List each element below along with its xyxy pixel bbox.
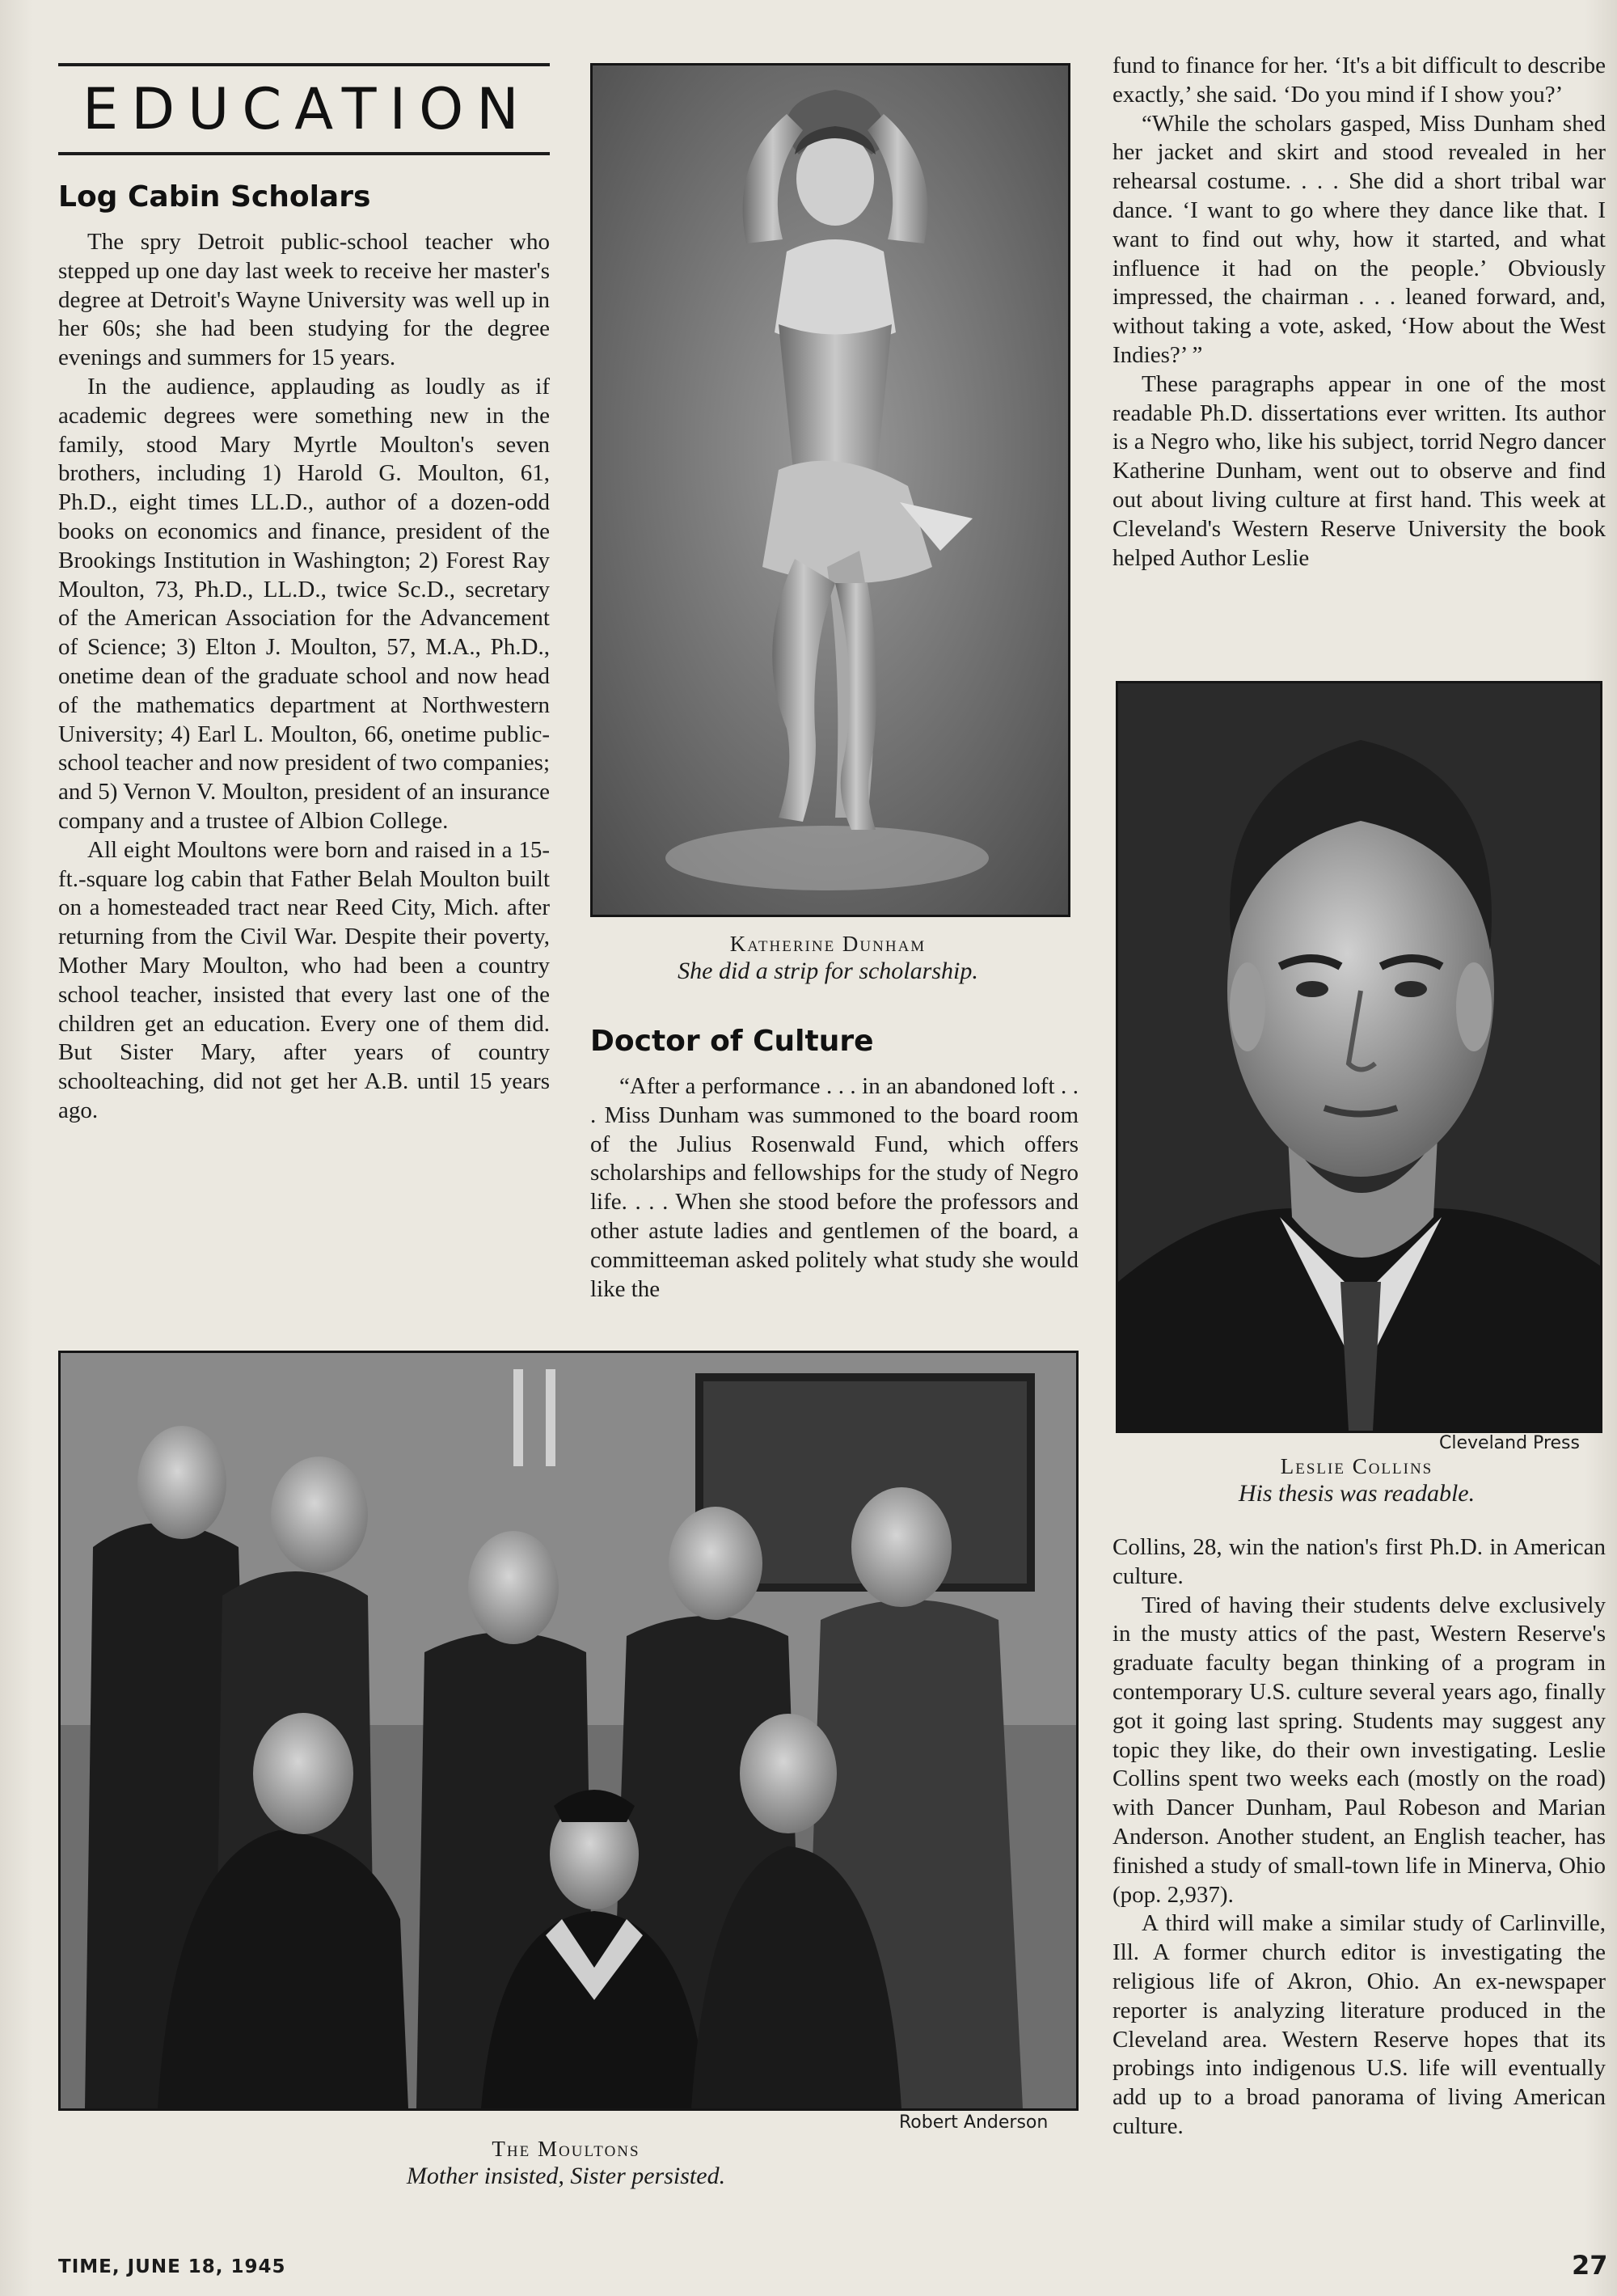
caption-moultons <box>58 2135 1074 2190</box>
photo-credit-robert-anderson: Robert Anderson <box>899 2112 1049 2133</box>
paragraph: Collins, 28, win the nation's first Ph.D. in American culture. <box>1112 1534 1606 1589</box>
article-title-doctor-of-culture: Doctor of Culture <box>590 1025 874 1058</box>
caption-text: Mother insisted, Sister persisted. <box>406 2163 726 2189</box>
paragraph: All eight Moultons were born and raised in a 15-ft.-square log cabin that Father Belah Moulton built on a homesteaded tract near Reed City, Mich. after returning from the Civil War. Despite their poverty, Mother Mary Moulton, who had been a country school teacher, insisted that every last one of the children get an education. Every one of them did. But Sister Mary, after years of country schoolteaching, did not get her A.B. until 15 years ago. <box>58 836 550 1123</box>
paragraph: In the audience, applauding as loudly as if academic degrees were something new in the family, stood Mary Myrtle Moulton's seven brothers, including 1) Harold G. Moulton, 61, Ph.D., eight times LL.D., author of a dozen-odd books on economics and finance, president of the Brookings Institution in Washington; 2) Forest Ray Moulton, 73, Ph.D., LL.D., twice Sc.D., secretary of the American Association for the Advancement of Science; 3) Elton J. Moulton, 57, M.A., Ph.D., onetime dean of the graduate school and now head of the mathematics department at Northwestern University; 4) Earl L. Moulton, 66, onetime public-school teacher and now president of two companies; and 5) Vernon V. Moulton, president of an insurance company and a trustee of Albion College. <box>58 373 551 834</box>
group-image <box>61 1353 1076 2108</box>
caption-collins <box>1116 1452 1598 1507</box>
photo-leslie-collins <box>1116 681 1602 1433</box>
column-middle <box>590 1072 1079 1304</box>
paragraph: Tired of having their students delve exclusively in the musty attics of the past, Western Reserve's graduate faculty began thinking of a program in contemporary U.S. culture several years ago, finally got it going last spring. Students may suggest any topic they like, do their own investigating. Leslie Collins spent two weeks each (mostly on the road) with Dancer Dunham, Paul Robeson and Marian Anderson. Another student, an English teacher, has finished a study of small-town life in Minerva, Ohio (pop. 2,937). <box>1112 1592 1606 1908</box>
caption-dunham <box>590 930 1066 985</box>
column-right-bottom <box>1112 1533 1606 2142</box>
section-title: EDUCATION <box>82 76 532 142</box>
photo-the-moultons <box>58 1351 1079 2111</box>
paragraph: “After a performance . . . in an abandoned loft . . . Miss Dunham was summoned to the board room of the Julius Rosenwald Fund, which offers scholarships and fellowships for the study of Negro life. . . . When she stood before the professors and other astute ladies and gentlemen of the board, a committeeman asked politely what study she would like the <box>590 1073 1079 1302</box>
paragraph: The spry Detroit public-school teacher who stepped up one day last week to receive her master's degree at Detroit's Wayne University was well up in her 60s; she had been studying for the degree evenings and summers for 15 years. <box>58 229 550 371</box>
caption-name: Leslie Collins <box>1280 1454 1433 1478</box>
section-header <box>58 63 550 155</box>
column-right-top <box>1112 52 1606 573</box>
caption-text: His thesis was readable. <box>1238 1480 1476 1507</box>
paragraph: “While the scholars gasped, Miss Dunham shed her jacket and skirt and stood revealed in her rehearsal costume. . . . She did a short tribal war dance. ‘I want to go where they dance like that. I want to find out why, how it started, and what influence it had on the people.’ Obviously impressed, the chairman . . . leaned forward, and, without taking a vote, asked, ‘How about the West Indies?’ ” <box>1112 110 1606 368</box>
portrait-image <box>1118 683 1600 1431</box>
article-title-log-cabin: Log Cabin Scholars <box>58 180 371 214</box>
paragraph: These paragraphs appear in one of the most readable Ph.D. dissertations ever written. Its author is a Negro who, like his subject, torrid Negro dancer Katherine Dunham, went out to observe and find out about living culture at first hand. This week at Cleveland's Western Reserve University the book helped Author Leslie <box>1112 370 1606 571</box>
paragraph: fund to finance for her. ‘It's a bit difficult to describe exactly,’ she said. ‘Do you mind if I show you?’ <box>1112 53 1606 108</box>
dancer-image <box>593 66 1068 915</box>
page-number: 27 <box>1572 2250 1608 2281</box>
photo-katherine-dunham <box>590 63 1070 917</box>
column-left <box>58 228 550 1126</box>
caption-name: The Moultons <box>492 2137 640 2161</box>
caption-text: She did a strip for scholarship. <box>678 958 978 984</box>
issue-date: TIME, JUNE 18, 1945 <box>58 2256 286 2277</box>
paragraph: A third will make a similar study of Carlinville, Ill. A former church editor is investigating the religious life of Akron, Ohio. An ex-newspaper reporter is analyzing literature produced in the Cleveland area. Western Reserve hopes that its probings into indigenous U.S. life will eventually add up to a broad panorama of living American culture. <box>1112 1910 1606 2139</box>
photo-credit-cleveland-press: Cleveland Press <box>1439 1433 1580 1453</box>
caption-name: Katherine Dunham <box>729 932 927 956</box>
